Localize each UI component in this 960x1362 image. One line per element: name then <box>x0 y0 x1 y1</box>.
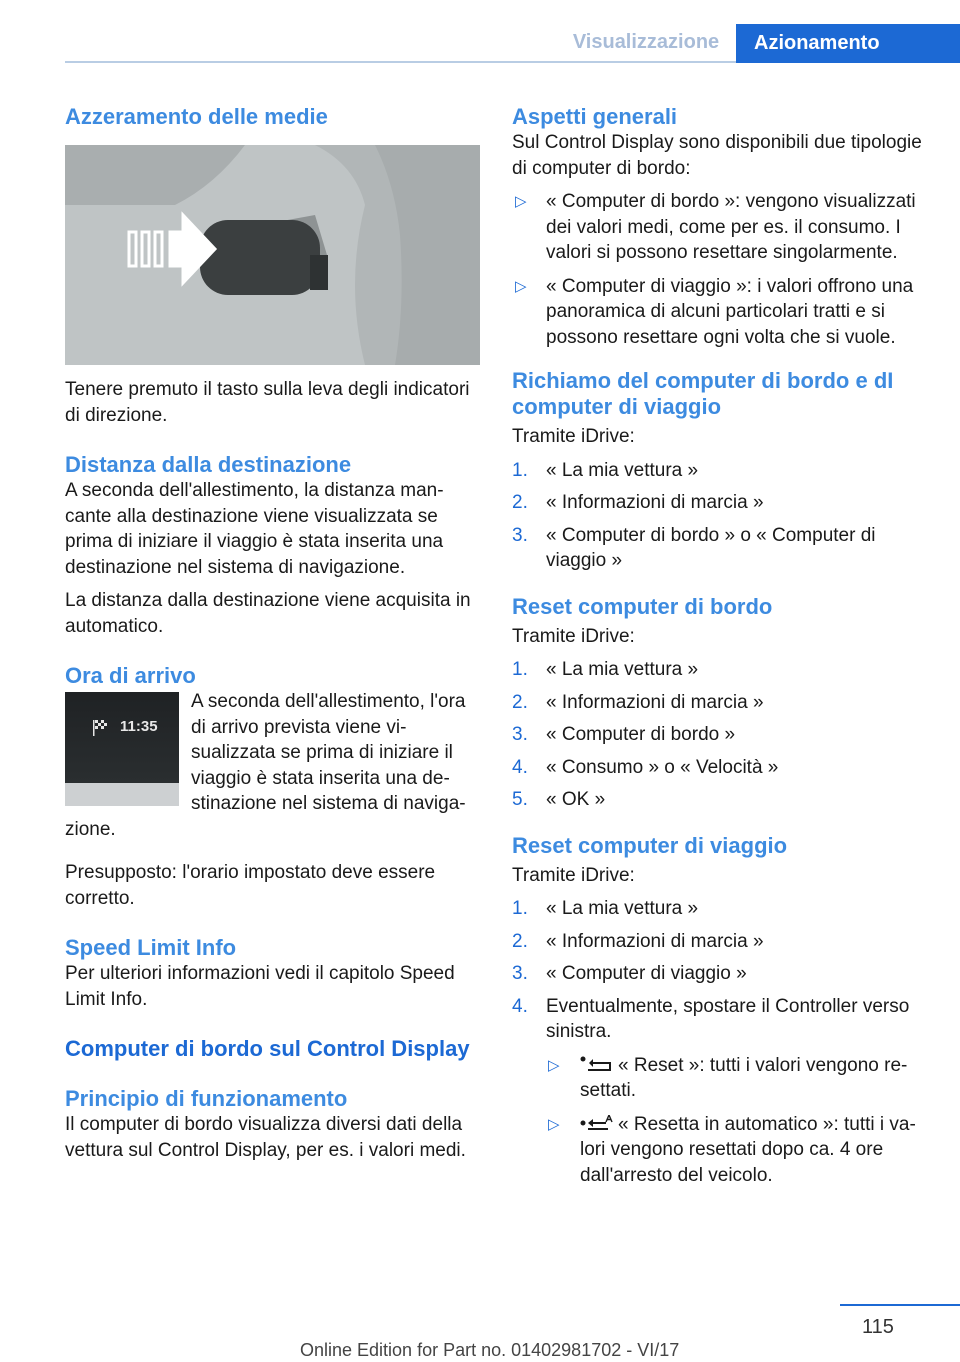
ora-arrivo-block <box>65 689 480 842</box>
list-computer-types <box>512 189 930 350</box>
bullet-triangle-icon: ▷ <box>515 193 527 210</box>
heading-azzeramento: Azzeramento delle medie <box>65 104 328 129</box>
arrival-time-display <box>65 692 179 806</box>
heading-aspetti: Aspetti generali <box>512 104 678 129</box>
steering-lever-image <box>65 145 480 365</box>
auto-reset-icon <box>580 1115 614 1131</box>
text-speed-limit: Per ulteriori informazioni vedi il capitolo Speed Limit Info. <box>65 963 455 1010</box>
text-presupposto: Presupposto: l'orario impostato deve essere corretto. <box>65 862 436 909</box>
page-number: 115 <box>862 1316 894 1338</box>
heading-computer-bordo: Computer di bordo sul Control Display <box>65 1036 470 1061</box>
footer-rule <box>840 1304 960 1306</box>
text-distanza-1: A seconda dell'allestimento, la distanza mancante alla destinazione viene visualizzata se prima di iniziare il viaggio è stata inserita una destinazione nel sistema di navigazione. <box>65 480 444 578</box>
flag-icon <box>65 692 179 784</box>
list-item: ▷ « Reset »: tutti i valori vengono resettati. <box>548 1054 908 1101</box>
list-item: 3. « Computer di viaggio » <box>512 963 747 984</box>
list-item: 3. « Computer di bordo » o « Computer di viaggio » <box>512 524 876 571</box>
list-item: 2. « Informazioni di marcia » <box>512 492 764 513</box>
list-item: 1. « La mia vettura » <box>512 459 699 481</box>
list-item: 2. « Informazioni di marcia » <box>512 691 764 713</box>
list-item: ▷ « Computer di viaggio »: i valori offrono una panoramica di alcuni particolari tratti e si possono resettare ogni volta che si vuole. <box>515 275 914 348</box>
text-distanza-2: La distanza dalla destinazione viene acquisita in automatico. <box>65 590 471 637</box>
list-item: 3. « Computer di bordo » <box>512 724 736 745</box>
list-item: 5. « OK » <box>512 789 606 810</box>
text-tramite-1: Tramite iDrive: <box>512 426 635 447</box>
steering-lever-illustration <box>65 145 480 365</box>
text-principio: Il computer di bordo visualizza diversi dati della vettura sul Control Display, per es. i valori medi. <box>65 1114 466 1161</box>
edition-text: Online Edition for Part no. 01402981702 - VI/17 <box>300 1340 680 1360</box>
text-azzeramento: Tenere premuto il tasto sulla leva degli indicatori di direzione. <box>65 379 470 426</box>
heading-principio: Principio di funzionamento <box>65 1086 348 1111</box>
heading-ora-arrivo: Ora di arrivo <box>65 663 196 688</box>
arrival-time-value: 11:35 <box>120 718 158 735</box>
bullet-triangle-icon: ▷ <box>548 1056 560 1074</box>
left-column <box>65 100 480 1163</box>
list-reset-bordo <box>512 657 930 813</box>
list-item: 4. Eventualmente, spostare il Controller verso sinistra. ▷ « Reset »: tutti i valori vengono resettati. ▷ « Resetta in automatico »: tutti i valori vengono resettati dopo ca. 4 ore dall'arresto del veicolo. <box>512 994 930 1189</box>
list-item: 1. « La mia vettura » <box>512 659 699 680</box>
heading-reset-bordo: Reset computer di bordo <box>512 593 773 619</box>
heading-speed-limit: Speed Limit Info <box>65 935 237 960</box>
sub-list-reset <box>546 1053 930 1189</box>
reset-icon <box>580 1056 614 1072</box>
heading-reset-viaggio: Reset computer di viaggio <box>512 832 788 858</box>
list-reset-viaggio <box>512 896 930 1188</box>
list-item: 1. « La mia vettura » <box>512 898 699 919</box>
tab-visualizzazione[interactable]: Visualizzazione <box>572 31 720 53</box>
heading-distanza: Distanza dalla destinazione <box>65 452 352 477</box>
text-aspetti: Sul Control Display sono disponibili due tipologie di computer di bordo: <box>512 132 922 179</box>
text-ora-arrivo: A seconda dell'allestimento, l'ora di arrivo prevista viene visualizzata se prima di iniziare il viaggio è stata inserita una destinazione nel sistema di navigazione. <box>65 691 466 840</box>
text-tramite-2: Tramite iDrive: <box>512 625 635 647</box>
text-tramite-3: Tramite iDrive: <box>512 864 635 886</box>
bullet-triangle-icon: ▷ <box>548 1115 560 1133</box>
tab-azionamento[interactable]: Azionamento <box>736 24 960 63</box>
right-column <box>512 100 930 1196</box>
list-richiamo <box>512 458 930 574</box>
list-item: 2. « Informazioni di marcia » <box>512 930 764 952</box>
list-item: ▷ « Resetta in automatico »: tutti i valori vengono resettati dopo ca. 4 ore dall'arresto del veicolo. <box>548 1113 916 1186</box>
list-item: 4. « Consumo » o « Velocità » <box>512 756 779 778</box>
list-item: ▷ « Computer di bordo »: vengono visualizzati dei valori medi, come per es. il consumo. I valori si possono resettare singolarmente. <box>515 191 916 263</box>
heading-richiamo: Richiamo del computer di bordo e dI computer di viaggio <box>512 368 894 419</box>
bullet-triangle-icon: ▷ <box>515 277 527 295</box>
